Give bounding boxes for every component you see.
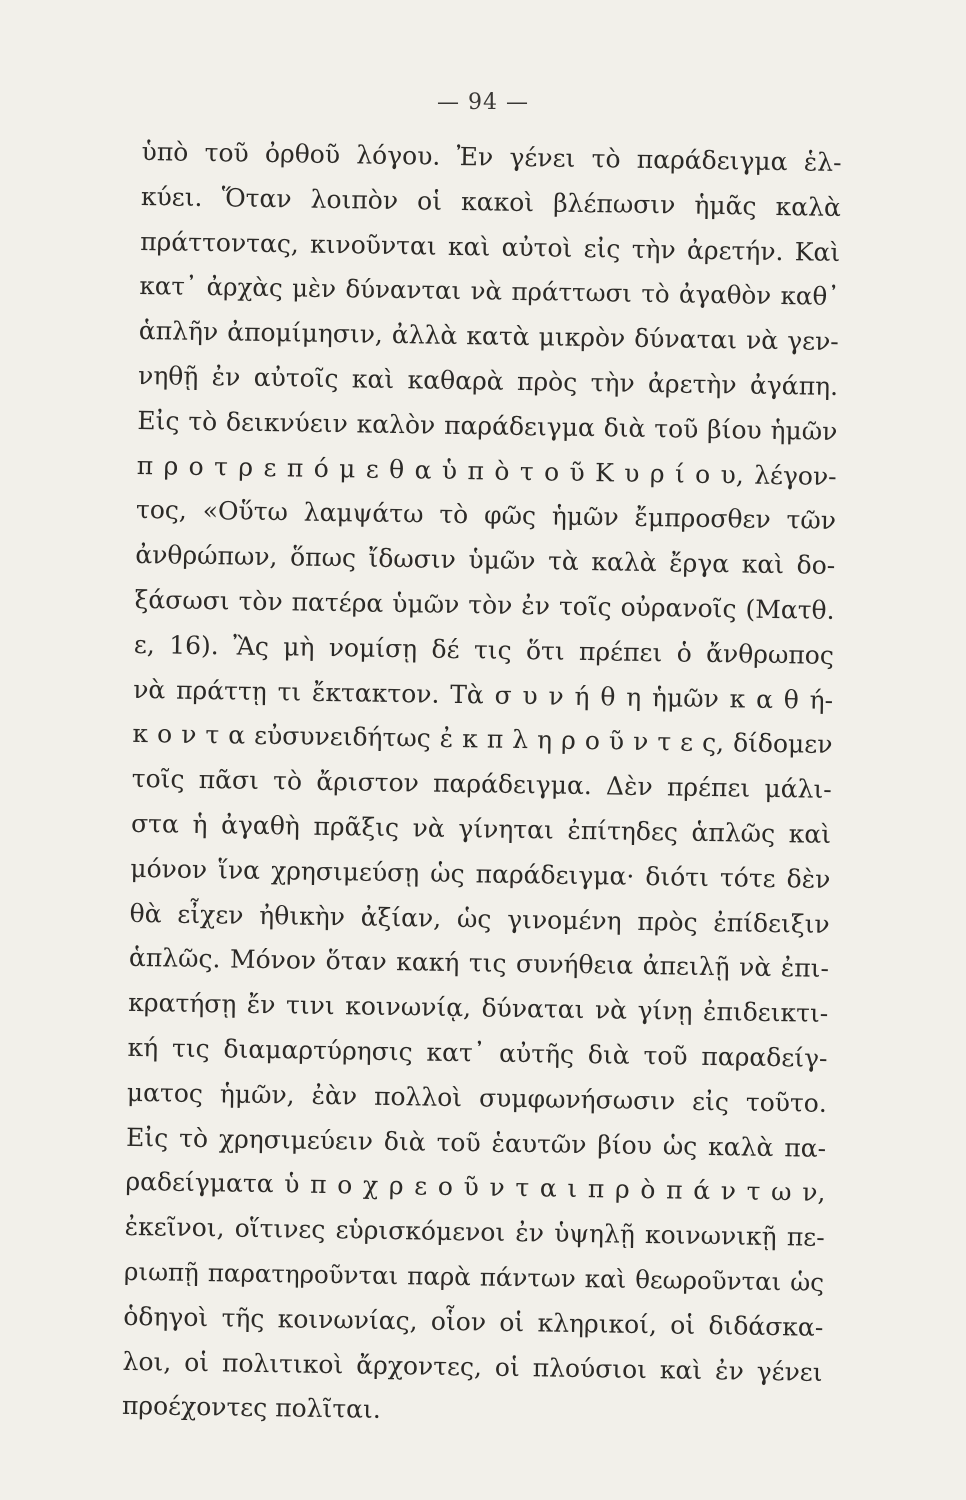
text-line: ε, 16). Ἂς μὴ νομίσῃ δέ τις ὅτι πρέπει ὁ ἄνθρωπος	[133, 629, 835, 670]
text-line: Εἰς τὸ δεικνύειν καλὸν παράδειγμα διὰ τοῦ βίου ἡμῶν	[137, 405, 838, 446]
text-line: κή τις διαμαρτύρησις κατ᾽ αὐτῆς διὰ τοῦ παραδείγ-	[127, 1032, 828, 1073]
text-line: ὑπὸ τοῦ ὀρθοῦ λόγου. Ἐν γένει τὸ παράδειγμα ἑλ-	[141, 136, 842, 177]
text-line: ὁδηγοὶ τῆς κοινωνίας, οἷον οἱ κληρικοί, οἱ διδάσκα-	[123, 1301, 824, 1342]
text-line: νηθῇ ἐν αὐτοῖς καὶ καθαρὰ πρὸς τὴν ἀρετὴν ἀγάπη.	[137, 360, 839, 401]
text-line: κατ᾽ ἀρχὰς μὲν δύνανται νὰ πράττωσι τὸ ἀγαθὸν καθ᾽	[139, 271, 840, 312]
text-line: ἁπλῶς. Μόνον ὅταν κακή τις συνήθεια ἀπειλῇ νὰ ἐπι-	[128, 943, 830, 984]
text-line: πράττοντας, κινοῦνται καὶ αὐτοὶ εἰς τὴν ἀρετήν. Καὶ	[140, 226, 841, 267]
text-line: ξάσωσι τὸν πατέρα ὑμῶν τὸν ἐν τοῖς οὐρανοῖς (Ματθ.	[134, 584, 835, 625]
text-line: ἁπλῆν ἀπομίμησιν, ἀλλὰ κατὰ μικρὸν δύναται νὰ γεν-	[138, 316, 839, 357]
page-number: — 94 —	[437, 90, 529, 115]
text-line: θὰ εἶχεν ἠθικὴν ἀξίαν, ὡς γινομένη πρὸς ἐπίδειξιν	[129, 898, 830, 939]
text-line: π ρ ο τ ρ ε π ό μ ε θ α ὑ π ὸ τ ο ῦ Κ υ ρ ί ο υ, λέγον-	[136, 450, 837, 491]
text-line: στα ἡ ἀγαθὴ πρᾶξις νὰ γίνηται ἐπίτηδες ἁπλῶς καὶ	[130, 808, 832, 849]
text-line: ματος ἡμῶν, ἐὰν πολλοὶ συμφωνήσωσιν εἰς τοῦτο.	[126, 1077, 828, 1118]
text-line: ραδείγματα ὑ π ο χ ρ ε ο ῦ ν τ α ι π ρ ὸ π ά ν τ ω ν,	[125, 1167, 826, 1208]
text-line: Εἰς τὸ χρησιμεύειν διὰ τοῦ ἑαυτῶν βίου ὡς καλὰ πα-	[125, 1122, 827, 1163]
text-line: κύει. Ὅταν λοιπὸν οἱ κακοὶ βλέπωσιν ἡμᾶς καλὰ	[140, 181, 842, 222]
text-line: ἀνθρώπων, ὅπως ἴδωσιν ὑμῶν τὰ καλὰ ἔργα καὶ δο-	[135, 540, 836, 581]
text-line: κ ο ν τ α εὐσυνειδήτως ἐ κ π λ η ρ ο ῦ ν τ ε ς, δίδομεν	[132, 719, 833, 760]
text-line: κρατήσῃ ἔν τινι κοινωνίᾳ, δύναται νὰ γίνῃ ἐπιδεικτι-	[128, 988, 829, 1029]
body-text	[122, 130, 842, 1440]
text-line: τος, «Οὕτω λαμψάτω τὸ φῶς ἡμῶν ἔμπροσθεν τῶν	[135, 495, 837, 536]
text-line: ριωπῇ παρατηροῦνται παρὰ πάντων καὶ θεωροῦνται ὡς	[123, 1256, 825, 1297]
text-line: ἐκεῖνοι, οἵτινες εὑρισκόμενοι ἐν ὑψηλῇ κοινωνικῇ πε-	[124, 1211, 825, 1252]
text-line: μόνον ἵνα χρησιμεύσῃ ὡς παράδειγμα· διότι τότε δὲν	[130, 853, 831, 894]
text-line: νὰ πράττῃ τι ἔκτακτον. Τὰ σ υ ν ή θ η ἡμῶν κ α θ ή-	[132, 674, 834, 715]
text-line: λοι, οἱ πολιτικοὶ ἄρχοντες, οἱ πλούσιοι καὶ ἐν γένει	[122, 1346, 823, 1387]
text-line-last: προέχοντες πολῖται.	[121, 1391, 382, 1425]
text-line: τοῖς πᾶσι τὸ ἄριστον παράδειγμα. Δὲν πρέπει μάλι-	[131, 764, 832, 805]
